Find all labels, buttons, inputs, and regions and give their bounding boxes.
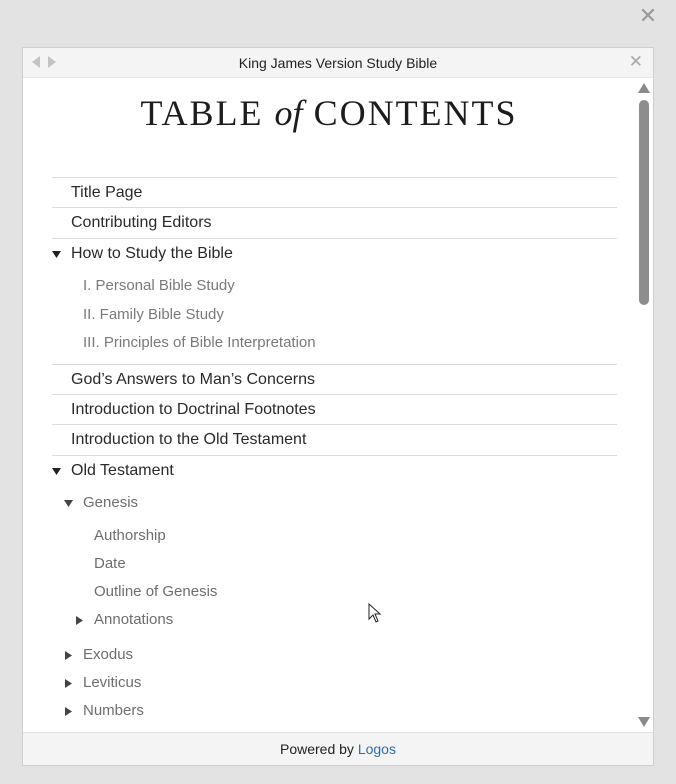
toc-item-date[interactable]: Date xyxy=(94,555,126,572)
footer xyxy=(23,732,653,765)
panel-close-icon[interactable]: ✕ xyxy=(628,52,643,71)
scroll-down-arrow-icon[interactable] xyxy=(637,716,651,728)
toc-item-how-to-study[interactable] xyxy=(52,238,617,268)
toc-item-label: Annotations xyxy=(94,611,174,628)
toc-heading-of: of xyxy=(274,93,303,133)
scroll-up-arrow-icon[interactable] xyxy=(637,82,651,94)
expanded-triangle-icon[interactable] xyxy=(52,250,61,259)
toc-item-numbers[interactable] xyxy=(52,697,617,725)
vertical-scrollbar[interactable] xyxy=(635,78,653,732)
toc-item-intro-doctrinal[interactable]: Introduction to Doctrinal Footnotes xyxy=(52,394,617,424)
expanded-triangle-icon[interactable] xyxy=(52,467,61,476)
toc-item-exodus[interactable] xyxy=(52,641,617,669)
toc-item-contributing-editors[interactable]: Contributing Editors xyxy=(52,207,617,237)
collapsed-triangle-icon[interactable] xyxy=(64,679,73,688)
toc-item-principles[interactable]: III. Principles of Bible Interpretation xyxy=(83,334,316,351)
toc-item-old-testament[interactable] xyxy=(52,455,617,485)
toc-item-leviticus[interactable] xyxy=(52,669,617,697)
reader-panel xyxy=(22,47,654,766)
toc-item-label: Leviticus xyxy=(83,674,142,691)
collapsed-triangle-icon[interactable] xyxy=(64,651,73,660)
scroll-thumb[interactable] xyxy=(639,100,649,305)
toc-item-genesis[interactable] xyxy=(52,489,617,517)
toc-item-label: Genesis xyxy=(83,494,139,511)
toc-content xyxy=(23,78,635,732)
toc-item-label: Old Testament xyxy=(71,462,174,479)
mouse-cursor-icon xyxy=(368,603,382,623)
toc-item-title-page[interactable]: Title Page xyxy=(52,177,617,207)
toc-item-outline-genesis[interactable]: Outline of Genesis xyxy=(94,583,218,600)
outer-close-icon[interactable]: ✕ xyxy=(638,3,658,28)
logos-link[interactable]: Logos xyxy=(357,741,396,757)
collapsed-triangle-icon[interactable] xyxy=(75,616,84,625)
title-bar xyxy=(23,48,653,78)
powered-by-text: Powered by xyxy=(280,741,354,757)
collapsed-triangle-icon[interactable] xyxy=(64,707,73,716)
expanded-triangle-icon[interactable] xyxy=(64,499,73,508)
toc-item-personal-study[interactable]: I. Personal Bible Study xyxy=(83,277,235,294)
toc-item-gods-answers[interactable]: God’s Answers to Man’s Concerns xyxy=(52,364,617,394)
toc-heading-contents: CONTENTS xyxy=(313,93,518,133)
window-title: King James Version Study Bible xyxy=(238,55,438,71)
toc-item-label: How to Study the Bible xyxy=(71,245,233,262)
toc-item-annotations[interactable] xyxy=(52,606,617,634)
toc-item-label: Numbers xyxy=(83,702,144,719)
toc-heading-table: TABLE xyxy=(140,93,264,133)
toc-item-family-study[interactable]: II. Family Bible Study xyxy=(83,306,224,323)
toc-heading xyxy=(23,92,635,134)
toc-item-authorship[interactable]: Authorship xyxy=(94,527,166,544)
toc-item-label: Exodus xyxy=(83,646,134,663)
toc-item-intro-ot[interactable]: Introduction to the Old Testament xyxy=(52,424,617,454)
